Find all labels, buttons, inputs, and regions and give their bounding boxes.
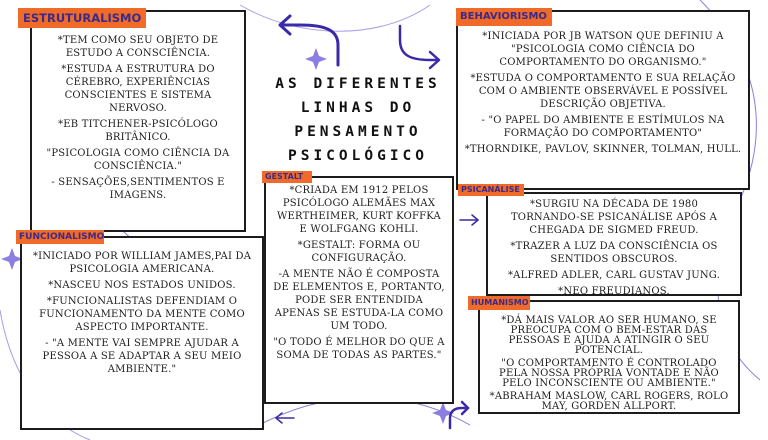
- gestalt-tag: GESTALT: [262, 171, 312, 183]
- estruturalismo-item: *ESTUDA A ESTRUTURA DO CÉREBRO, EXPERIÊNCIAS CONSCIENTES E SISTEMA NERVOSO.: [61, 64, 215, 114]
- funcionalismo-item: - "A MENTE VAI SEMPRE AJUDAR A PESSOA A SE ADAPTAR A SEU MEIO AMBIENTE.": [42, 338, 242, 375]
- gestalt-item: -A MENTE NÃO É COMPOSTA DE ELEMENTOS E, PORTANTO, PODE SER ENTENDIDA APENAS SE ESTUDA-LA COMO UM TODO.: [273, 269, 445, 332]
- humanismo-item: *DÁ MAIS VALOR AO SER HUMANO, SE PREOCUPA COM O BEM-ESTAR DAS PESSOAS E AJUDA A ATINGIR O SEU POTENCIAL.: [501, 315, 717, 356]
- title-line: LINHAS DO: [300, 100, 416, 116]
- psicanalise-tag: PSICANÁLISE: [458, 184, 524, 196]
- funcionalismo-tag: FUNCIONALISMO: [16, 230, 104, 244]
- gestalt-card: [264, 176, 454, 404]
- humanismo-card: [478, 300, 740, 414]
- funcionalismo-item: *FUNCIONALISTAS DEFENDIAM O FUNCIONAMENTO DA MENTE COMO ASPECTO IMPORTANTE.: [39, 296, 245, 333]
- psicanalise-item: *NEO FREUDIANOS.: [558, 286, 670, 297]
- psicanalise-item: *TRAZER A LUZ DA CONSCIÊNCIA OS SENTIDOS OBSCUROS.: [510, 241, 718, 265]
- decor-arc-top: [240, 5, 430, 31]
- behaviorismo-item: - "O PAPEL DO AMBIENTE E ESTÍMULOS NA FORMAÇÃO DO COMPORTAMENTO": [481, 115, 725, 139]
- star-icon: [305, 48, 327, 70]
- behaviorismo-item: *INICIADA POR JB WATSON QUE DEFINIU A "PSICOLOGIA COMO CIÊNCIA DO COMPORTAMENTO DO ORGANISMO.": [482, 31, 724, 68]
- curved-arrow-up-right-icon: [450, 402, 468, 428]
- gestalt-item: *GESTALT: FORMA OU CONFIGURAÇÃO.: [297, 240, 421, 264]
- estruturalismo-item: - SENSAÇÕES,SENTIMENTOS E IMAGENS.: [51, 177, 225, 201]
- title-line: PENSAMENTO: [294, 124, 422, 140]
- behaviorismo-card: [456, 10, 750, 190]
- gestalt-item: *CRIADA EM 1912 PELOS PSICÓLOGO ALEMÃES MAX WERTHEIMER, KURT KOFFKA E WOLFGANG KOHLI.: [277, 185, 441, 235]
- psicanalise-card: [486, 192, 742, 296]
- gestalt-item: "O TODO É MELHOR DO QUE A SOMA DE TODAS AS PARTES.": [273, 337, 445, 361]
- funcionalismo-item: *INICIADO POR WILLIAM JAMES,PAI DA PSICOLOGIA AMERICANA.: [32, 251, 252, 275]
- psicanalise-item: *ALFRED ADLER, CARL GUSTAV JUNG.: [507, 270, 721, 281]
- psicanalise-item: *SURGIU NA DÉCADA DE 1980 TORNANDO-SE PSICANÁLISE APÓS A CHEGADA DE SIGMED FREUD.: [510, 199, 718, 236]
- curved-arrow-right-icon: [400, 26, 439, 68]
- title-line: PSICOLÓGICO: [287, 148, 429, 164]
- behaviorismo-tag: BEHAVIORISMO: [456, 8, 552, 26]
- behaviorismo-item: *ESTUDA O COMPORTAMENTO E SUA RELAÇÃO COM O AMBIENTE OBSERVÁVEL E POSSÍVEL DESCRIÇÃO OBJETIVA.: [470, 73, 736, 110]
- humanismo-tag: HUMANISMO: [468, 296, 530, 310]
- behaviorismo-item: *THORNDIKE, PAVLOV, SKINNER, TOLMAN, HULL.: [464, 144, 742, 155]
- estruturalismo-item: *TEM COMO SEU OBJETO DE ESTUDO A CONSCIÊNCIA.: [57, 35, 219, 59]
- humanismo-item: "O COMPORTAMENTO É CONTROLADO PELA NOSSA PRÓPRIA VONTADE E NÃO PELO INCONSCIENTE OU AMBIENTE.": [499, 358, 719, 389]
- funcionalismo-card: [20, 236, 264, 430]
- estruturalismo-item: *EB TITCHENER-PSICÓLOGO BRITÂNICO.: [58, 119, 218, 143]
- arrow-right-icon: [460, 215, 478, 225]
- estruturalismo-tag: ESTRUTURALISMO: [18, 8, 146, 28]
- estruturalismo-card: [30, 10, 246, 232]
- funcionalismo-item: *NASCEU NOS ESTADOS UNIDOS.: [48, 280, 236, 291]
- estruturalismo-item: "PSICOLOGIA COMO CIÊNCIA DA CONSCIÊNCIA.": [46, 148, 230, 172]
- title-line: AS DIFERENTES: [275, 76, 441, 92]
- humanismo-item: *ABRAHAM MASLOW, CARL ROGERS, ROLO MAY, GORDEN ALLPORT.: [489, 391, 729, 412]
- arrow-left-icon: [276, 413, 294, 423]
- page-title: [258, 72, 458, 168]
